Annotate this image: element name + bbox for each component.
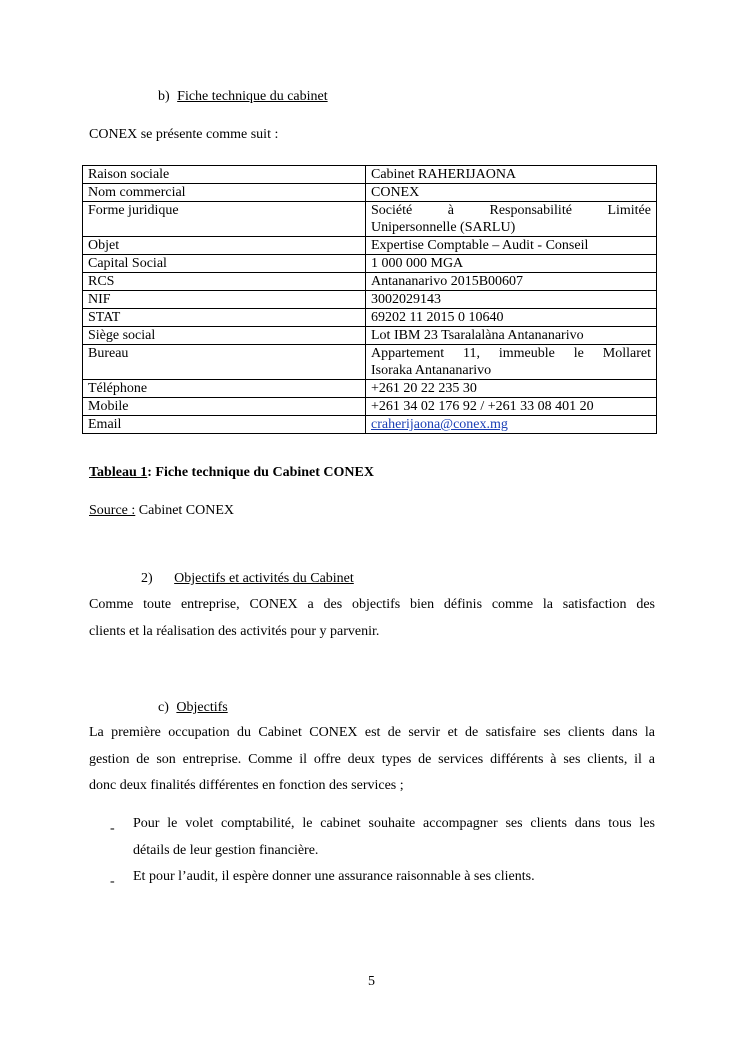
section-b-marker: b) xyxy=(158,89,170,104)
intro-text: CONEX se présente comme suit : xyxy=(89,127,279,142)
table-value: Antananarivo 2015B00607 xyxy=(366,273,657,291)
source-label: Source : xyxy=(89,503,136,518)
table-key: RCS xyxy=(83,273,366,291)
table-value-line: Isoraka Antananarivo xyxy=(371,363,492,378)
table-key: Téléphone xyxy=(83,380,366,398)
table-caption-label: Tableau 1 xyxy=(89,465,148,480)
paragraph-line: gestion de son entreprise. Comme il offre deux types de services différents à ses clients, il a xyxy=(89,751,655,767)
table-row xyxy=(83,327,657,345)
section-2-title: Objectifs et activités du Cabinet xyxy=(174,571,354,586)
section-c-title: Objectifs xyxy=(176,700,228,715)
section-2-marker: 2) xyxy=(141,571,153,586)
table-key: Siège social xyxy=(83,327,366,345)
paragraph-objectives-intro xyxy=(89,592,655,645)
email-link[interactable]: craherijaona@conex.mg xyxy=(371,417,508,432)
bullet-line: détails de leur gestion financière. xyxy=(133,842,319,858)
table-key: Email xyxy=(83,416,366,434)
paragraph-line: clients et la réalisation des activités pour y parvenir. xyxy=(89,623,380,639)
section-b-title: Fiche technique du cabinet xyxy=(177,89,328,104)
table-value: 3002029143 xyxy=(366,291,657,309)
technical-sheet-table xyxy=(82,165,657,434)
bullet-item xyxy=(133,864,655,891)
paragraph-line: Comme toute entreprise, CONEX a des objectifs bien définis comme la satisfaction des xyxy=(89,597,655,612)
paragraph-line: donc deux finalités différentes en fonction des services ; xyxy=(89,778,404,793)
table-value-line: Société à Responsabilité Limitée xyxy=(371,203,651,218)
table-value: Cabinet RAHERIJAONA xyxy=(366,166,657,184)
table-value: CONEX xyxy=(366,184,657,202)
section-2-heading xyxy=(141,571,354,587)
table-row xyxy=(83,380,657,398)
table-row xyxy=(83,202,657,237)
bullet-line: Pour le volet comptabilité, le cabinet souhaite accompagner ses clients dans tous les xyxy=(133,816,655,831)
bullet-item xyxy=(133,811,655,864)
bullet-line: Et pour l’audit, il espère donner une assurance raisonnable à ses clients. xyxy=(133,869,535,884)
table-key: Bureau xyxy=(83,345,366,380)
table-row xyxy=(83,345,657,380)
table-row xyxy=(83,184,657,202)
table-row xyxy=(83,309,657,327)
table-key: NIF xyxy=(83,291,366,309)
table-caption-text: : Fiche technique du Cabinet CONEX xyxy=(147,465,374,480)
table-value: +261 20 22 235 30 xyxy=(366,380,657,398)
table-value: +261 34 02 176 92 / +261 33 08 401 20 xyxy=(366,398,657,416)
table-key: Objet xyxy=(83,237,366,255)
table-value: 1 000 000 MGA xyxy=(366,255,657,273)
table-value: 69202 11 2015 0 10640 xyxy=(366,309,657,327)
table-value: Expertise Comptable – Audit - Conseil xyxy=(366,237,657,255)
table-row xyxy=(83,398,657,416)
table-value xyxy=(366,345,657,380)
email-cell xyxy=(366,416,657,434)
table-row xyxy=(83,166,657,184)
table-row xyxy=(83,291,657,309)
table-key: Capital Social xyxy=(83,255,366,273)
bullet-dash: - xyxy=(110,874,115,889)
table-row xyxy=(83,416,657,434)
table-key: Forme juridique xyxy=(83,202,366,237)
table-key: Mobile xyxy=(83,398,366,416)
section-c-heading xyxy=(158,700,228,716)
source-value: Cabinet CONEX xyxy=(135,503,235,518)
bullet-dash: - xyxy=(110,821,115,836)
table-row xyxy=(83,273,657,291)
table-row xyxy=(83,237,657,255)
table-value-line: Unipersonnelle (SARLU) xyxy=(371,220,516,235)
table-key: STAT xyxy=(83,309,366,327)
table-row xyxy=(83,255,657,273)
page-number: 5 xyxy=(368,974,375,989)
table-caption xyxy=(89,465,374,481)
table-value-line: Appartement 11, immeuble le Mollaret xyxy=(371,346,651,361)
table-source xyxy=(89,503,234,519)
paragraph-objectives xyxy=(89,720,655,800)
table-key: Raison sociale xyxy=(83,166,366,184)
section-b-heading xyxy=(158,89,328,105)
paragraph-line: La première occupation du Cabinet CONEX est de servir et de satisfaire ses clients dans la xyxy=(89,725,655,740)
table-value: Lot IBM 23 Tsaralalàna Antananarivo xyxy=(366,327,657,345)
table-value xyxy=(366,202,657,237)
table-key: Nom commercial xyxy=(83,184,366,202)
section-c-marker: c) xyxy=(158,700,169,715)
